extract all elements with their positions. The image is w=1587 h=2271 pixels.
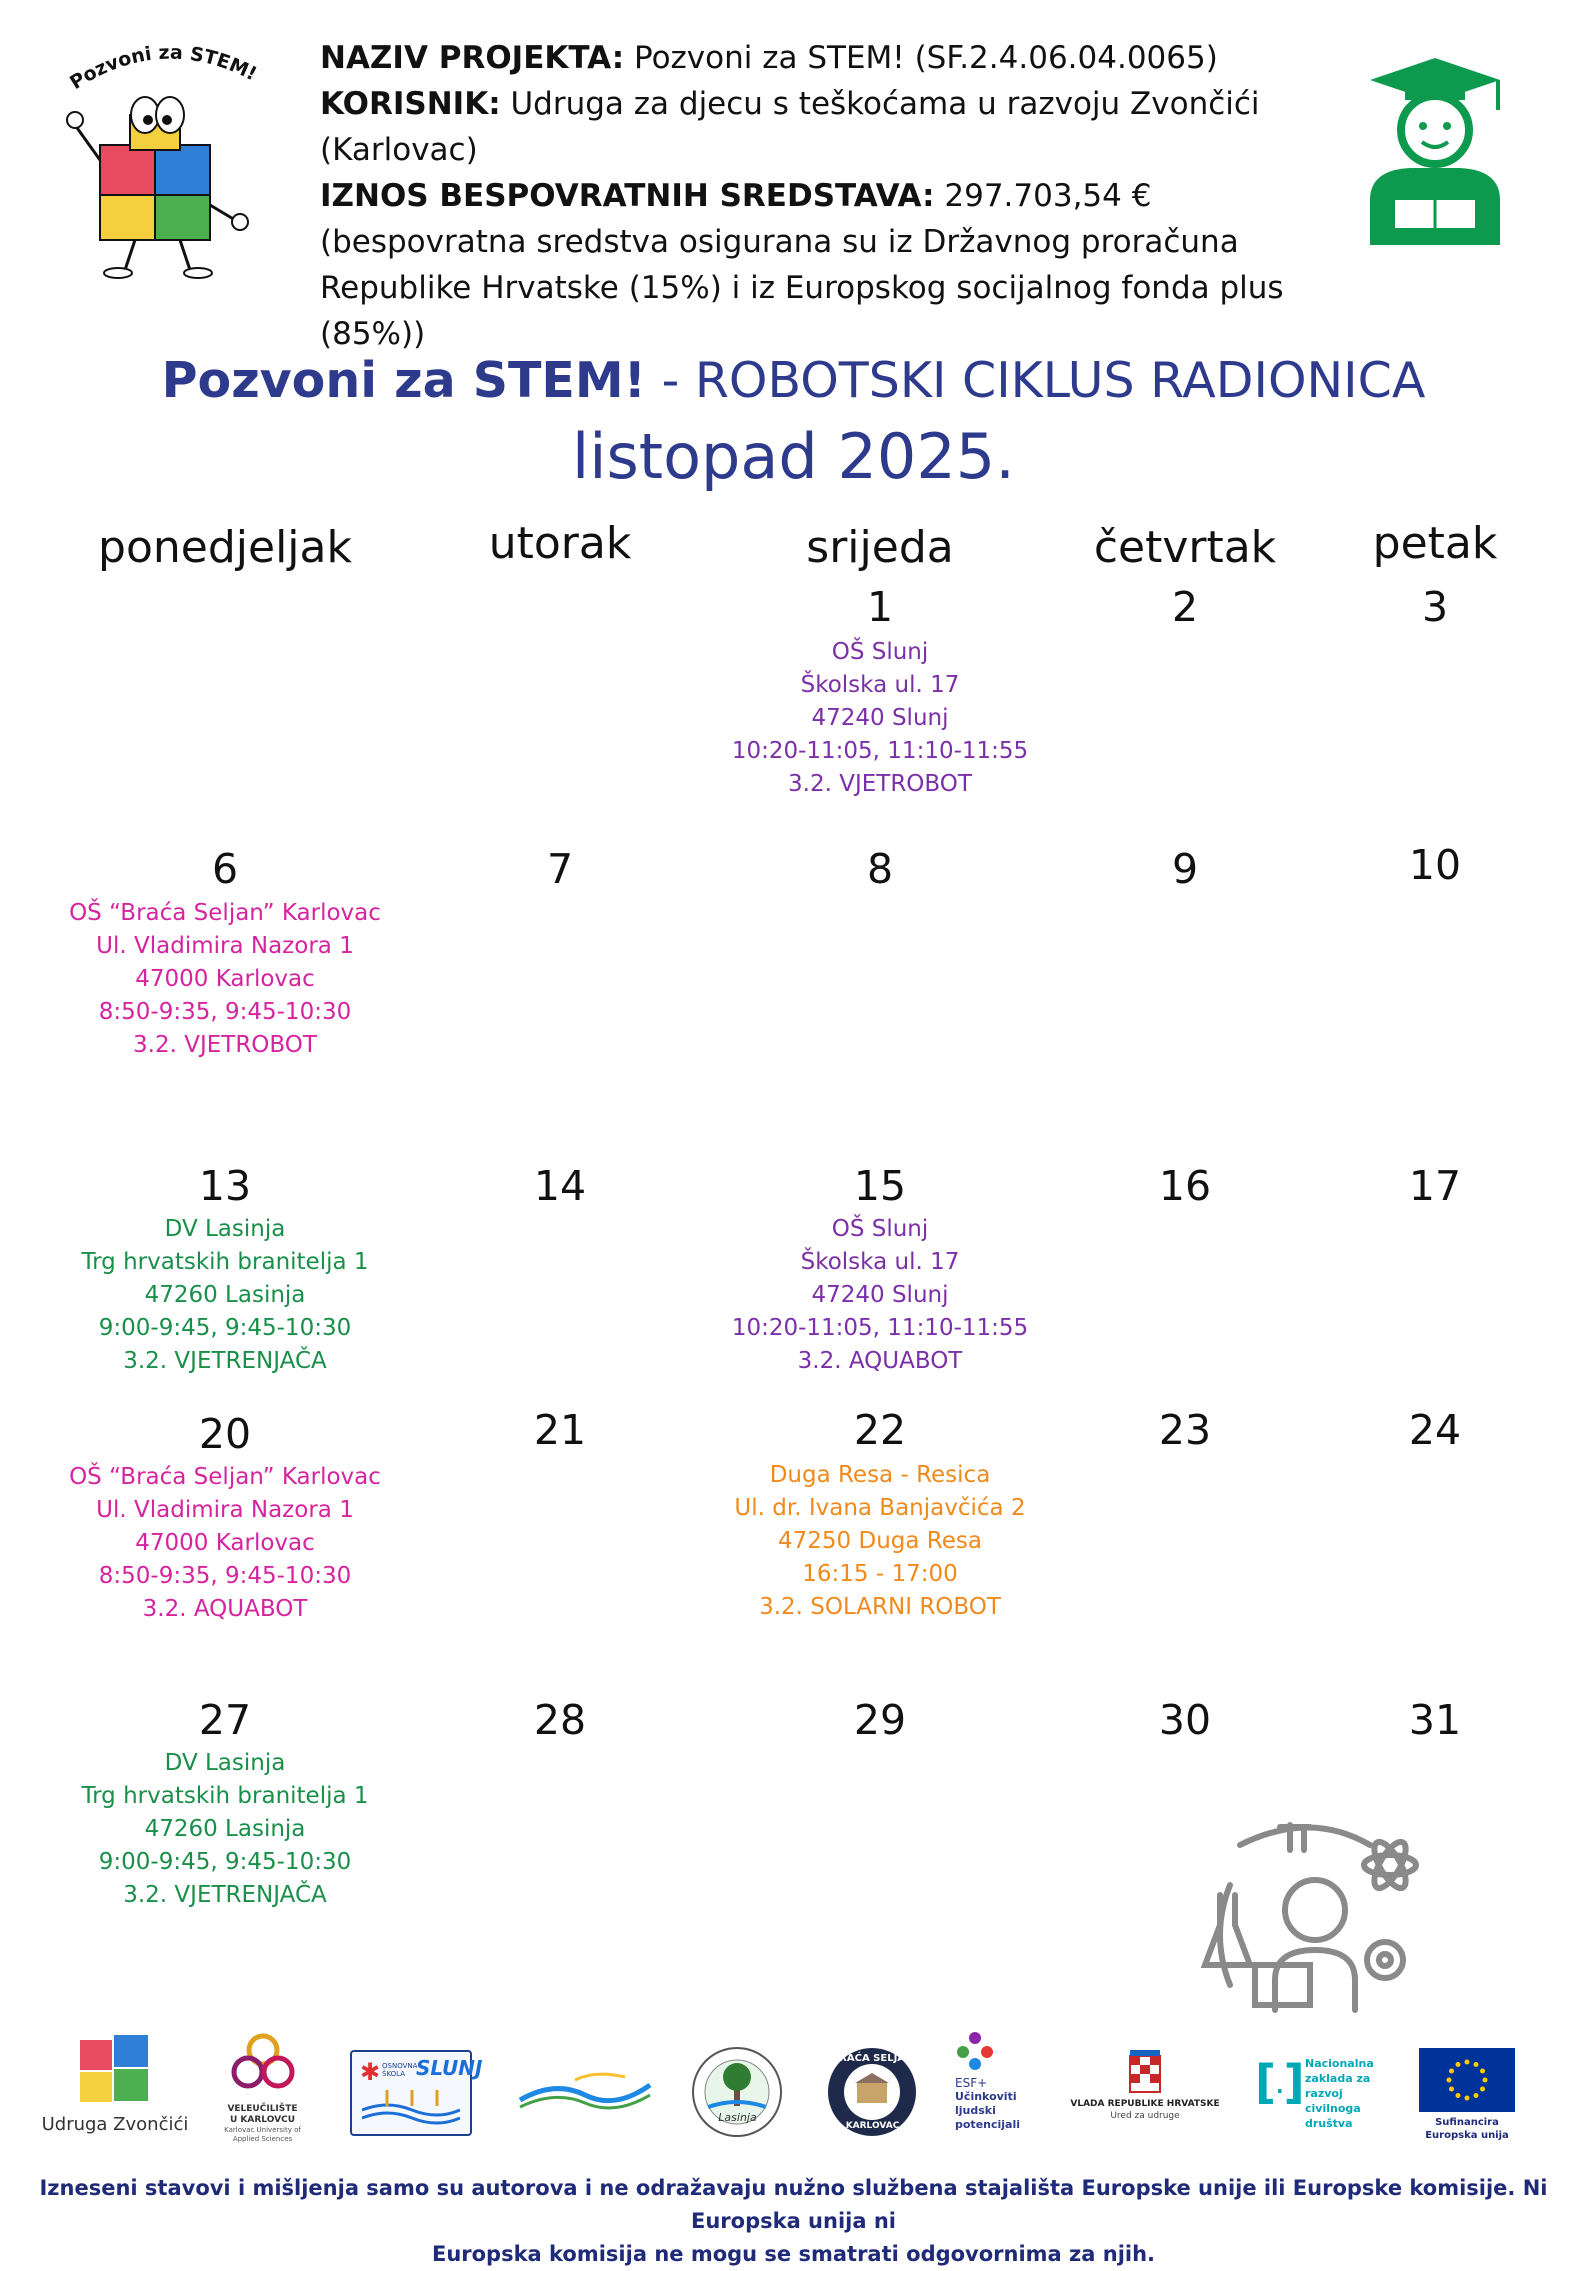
title-strong: Pozvoni za STEM!: [161, 352, 647, 409]
date-30: 30: [1158, 1696, 1212, 1744]
day-header-monday: ponedjeljak: [98, 522, 352, 573]
event-line: Školska ul. 17: [800, 672, 960, 698]
event-oct-27: [40, 1747, 410, 1912]
nz-text-2: zaklada za: [1305, 2072, 1371, 2085]
event-line: OŠ “Braća Seljan” Karlovac: [69, 900, 381, 926]
event-oct-15: [700, 1213, 1060, 1378]
zvoncici-text: Udruga Zvončići: [41, 2114, 189, 2135]
event-line: 3.2. AQUABOT: [142, 1596, 308, 1622]
project-info: [320, 35, 1340, 357]
event-line: 47260 Lasinja: [144, 1816, 306, 1842]
page-title: [0, 352, 1587, 409]
vlada-rh-logo: [1065, 2050, 1225, 2140]
event-line: 47240 Slunj: [811, 705, 949, 731]
event-line: 47250 Duga Resa: [778, 1528, 982, 1554]
event-line: 3.2. AQUABOT: [797, 1348, 963, 1374]
nz-text-3: razvoj: [1305, 2087, 1343, 2100]
date-6: 6: [211, 845, 239, 893]
veleuciliste-text-2: U KARLOVCU: [229, 2115, 295, 2125]
event-line: 16:15 - 17:00: [802, 1561, 958, 1587]
eu-text-2: Europska unija: [1425, 2130, 1509, 2141]
event-oct-22: [700, 1459, 1060, 1624]
veleuciliste-text-3: Karlovac University of Applied Sciences: [224, 2126, 301, 2143]
event-line: 3.2. VJETRENJAČA: [123, 1348, 327, 1374]
braca-bottom-text: KARLOVAC: [845, 2121, 900, 2131]
date-8: 8: [866, 845, 894, 893]
nz-text-5: društva: [1305, 2117, 1353, 2130]
event-oct-13: [40, 1213, 410, 1378]
esf-text-4: potencijali: [955, 2118, 1021, 2131]
project-value: Pozvoni za STEM! (SF.2.4.06.04.0065): [624, 40, 1218, 76]
event-line: 47000 Karlovac: [135, 966, 315, 992]
os-slunj-small: OSNOVNA ŠKOLA: [382, 2062, 418, 2078]
event-oct-6: [40, 897, 410, 1062]
nz-text-1: Nacionalna: [1305, 2057, 1374, 2070]
disclaimer-line-1: Izneseni stavovi i mišljenja samo su autorova i ne odražavaju nužno službena stajališta Europske unije ili Europske komisije. Ni Europska unija ni: [39, 2176, 1548, 2233]
braca-top-text: BRAĆA SELJAN: [831, 2053, 914, 2064]
date-9: 9: [1171, 845, 1199, 893]
disclaimer-line-2: Europska komisija ne mogu se smatrati odgovornima za njih.: [431, 2242, 1156, 2266]
date-24: 24: [1408, 1406, 1462, 1454]
event-oct-1: [700, 636, 1060, 801]
event-line: 3.2. SOLARNI ROBOT: [759, 1594, 1001, 1620]
date-23: 23: [1158, 1406, 1212, 1454]
event-line: 47240 Slunj: [811, 1282, 949, 1308]
date-17: 17: [1408, 1162, 1462, 1210]
day-header-friday: petak: [1372, 518, 1498, 569]
day-header-wednesday: srijeda: [806, 522, 954, 573]
user-value: Udruga za djecu s teškoćama u razvoju Zvončići (Karlovac): [320, 86, 1260, 168]
date-10: 10: [1408, 841, 1462, 889]
title-rest: - ROBOTSKI CIKLUS RADIONICA: [646, 352, 1426, 409]
os-braca-seljan-logo: [825, 2045, 920, 2140]
event-line: Trg hrvatskih branitelja 1: [81, 1783, 369, 1809]
zvoncici-logo: [40, 2030, 190, 2150]
event-line: OŠ “Braća Seljan” Karlovac: [69, 1464, 381, 1490]
date-16: 16: [1158, 1162, 1212, 1210]
event-line: Ul. dr. Ivana Banjavčića 2: [734, 1495, 1026, 1521]
logo-arc-text: Pozvoni za STEM!: [66, 41, 261, 95]
veleuciliste-text-1: VELEUČILIŠTE: [227, 2104, 298, 2114]
date-31: 31: [1408, 1696, 1462, 1744]
nz-text-4: civilnoga: [1305, 2102, 1361, 2115]
vlada-text-2: Ured za udruge: [1110, 2111, 1180, 2121]
event-line: Ul. Vladimira Nazora 1: [96, 1497, 354, 1523]
veleuciliste-logo: [215, 2030, 310, 2150]
event-line: Školska ul. 17: [800, 1249, 960, 1275]
event-line: Ul. Vladimira Nazora 1: [96, 933, 354, 959]
date-1: 1: [866, 583, 894, 631]
event-line: 47000 Karlovac: [135, 1530, 315, 1556]
event-line: 9:00-9:45, 9:45-10:30: [98, 1849, 352, 1875]
dv-lasinja-text: Lasinja: [718, 2111, 757, 2124]
event-line: 3.2. VJETRENJAČA: [123, 1882, 327, 1908]
amount-label: IZNOS BESPOVRATNIH SREDSTAVA:: [320, 178, 935, 214]
date-27: 27: [198, 1696, 252, 1744]
event-line: OŠ Slunj: [831, 1216, 929, 1242]
esf-logo: [955, 2030, 1045, 2150]
event-line: 47260 Lasinja: [144, 1282, 306, 1308]
esf-text-3: ljudski: [955, 2104, 996, 2117]
user-label: KORISNIK:: [320, 86, 501, 122]
event-line: OŠ Slunj: [831, 639, 929, 665]
event-line: 9:00-9:45, 9:45-10:30: [98, 1315, 352, 1341]
event-line: Trg hrvatskih branitelja 1: [81, 1249, 369, 1275]
eu-flag-logo: [1418, 2048, 1516, 2148]
date-21: 21: [533, 1406, 587, 1454]
day-header-tuesday: utorak: [488, 518, 632, 569]
os-slunj-text: SLUNJ: [416, 2056, 483, 2080]
date-3: 3: [1421, 583, 1449, 631]
nacionalna-zaklada-logo: [·] Nacionalna zaklada za razvoj civilnoga društva: [1255, 2055, 1374, 2130]
vlada-text-1: VLADA REPUBLIKE HRVATSKE: [1070, 2099, 1220, 2109]
event-line: 3.2. VJETROBOT: [133, 1032, 317, 1058]
event-line: DV Lasinja: [164, 1750, 286, 1776]
date-7: 7: [546, 845, 574, 893]
event-line: 10:20-11:05, 11:10-11:55: [731, 1315, 1029, 1341]
date-28: 28: [533, 1696, 587, 1744]
event-oct-20: [40, 1461, 410, 1626]
date-20: 20: [198, 1410, 252, 1458]
date-22: 22: [853, 1406, 907, 1454]
svg-text:Pozvoni za STEM!: [66, 42, 260, 94]
dv-lasinja-logo: [690, 2045, 785, 2140]
date-15: 15: [853, 1162, 907, 1210]
day-header-thursday: četvrtak: [1093, 522, 1277, 573]
event-line: 3.2. VJETROBOT: [788, 771, 972, 797]
date-14: 14: [533, 1162, 587, 1210]
event-line: Duga Resa - Resica: [769, 1462, 991, 1488]
event-line: DV Lasinja: [164, 1216, 286, 1242]
pozvoni-logo: [60, 30, 270, 280]
page-month: listopad 2025.: [572, 420, 1015, 493]
project-label: NAZIV PROJEKTA:: [320, 40, 625, 76]
river-wave-logo: [515, 2065, 655, 2115]
amount-value: 297.703,54 € (bespovratna sredstva osigurana su iz Državnog proračuna Republike Hrvatske (15%) i iz Europskog socijalnog fonda plus (85%)): [320, 178, 1284, 352]
event-line: 8:50-9:35, 9:45-10:30: [98, 1563, 352, 1589]
date-29: 29: [853, 1696, 907, 1744]
date-13: 13: [198, 1162, 252, 1210]
student-graduate-icon: [1350, 50, 1520, 250]
event-line: 8:50-9:35, 9:45-10:30: [98, 999, 352, 1025]
eu-disclaimer: [0, 2172, 1587, 2271]
event-line: 10:20-11:05, 11:10-11:55: [731, 738, 1029, 764]
date-2: 2: [1171, 583, 1199, 631]
esf-text-1: ESF+: [955, 2076, 988, 2090]
os-slunj-logo: ✱ OSNOVNA ŠKOLA SLUNJ: [350, 2050, 472, 2136]
esf-text-2: Učinkoviti: [955, 2090, 1017, 2103]
eu-text-1: Sufinancira: [1435, 2117, 1499, 2128]
stem-scientist-icon: [1200, 1815, 1430, 2015]
